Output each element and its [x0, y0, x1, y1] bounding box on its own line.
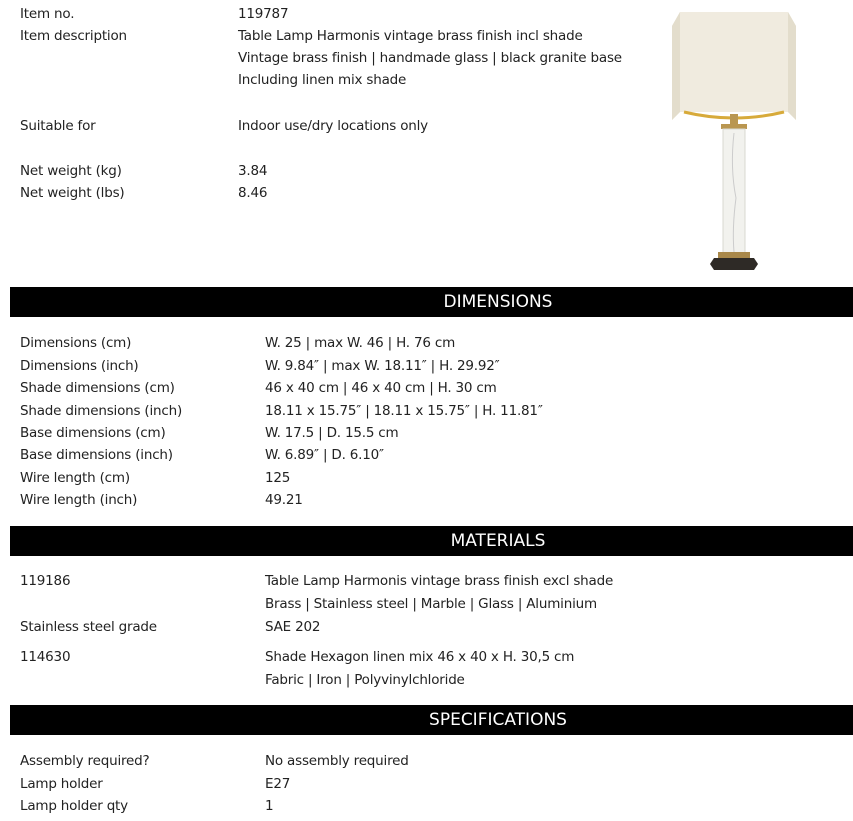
dimension-label: Dimensions (cm)	[20, 335, 132, 351]
dimension-value: W. 17.5 | D. 15.5 cm	[265, 425, 399, 441]
material-value: Shade Hexagon linen mix 46 x 40 x H. 30,5 cm	[265, 649, 575, 665]
material-value: Fabric | Iron | Polyvinylchloride	[265, 672, 465, 688]
value-net-weight-lbs: 8.46	[238, 185, 268, 201]
value-suitable-for: Indoor use/dry locations only	[238, 118, 428, 134]
specification-value: E27	[265, 776, 291, 792]
dimension-value: W. 6.89″ | D. 6.10″	[265, 447, 384, 463]
dimension-label: Base dimensions (cm)	[20, 425, 166, 441]
dimension-label: Wire length (cm)	[20, 470, 130, 486]
value-item-description-3: Including linen mix shade	[238, 72, 407, 88]
dimension-value: 46 x 40 cm | 46 x 40 cm | H. 30 cm	[265, 380, 497, 396]
dimension-value: W. 9.84″ | max W. 18.11″ | H. 29.92″	[265, 358, 500, 374]
specification-value: No assembly required	[265, 753, 409, 769]
dimension-label: Shade dimensions (inch)	[20, 403, 183, 419]
dimension-label: Shade dimensions (cm)	[20, 380, 175, 396]
dimensions-section-header	[10, 287, 853, 317]
materials-title: MATERIALS	[450, 531, 546, 551]
label-item-no: Item no.	[20, 6, 75, 22]
dimension-value: 49.21	[265, 492, 303, 508]
specification-label: Lamp holder qty	[20, 798, 128, 814]
dimension-label: Base dimensions (inch)	[20, 447, 173, 463]
value-item-description: Table Lamp Harmonis vintage brass finish incl shade	[238, 28, 583, 44]
value-net-weight-kg: 3.84	[238, 163, 268, 179]
dimension-value: W. 25 | max W. 46 | H. 76 cm	[265, 335, 456, 351]
material-label: 114630	[20, 649, 71, 665]
product-image-table-lamp	[672, 8, 796, 272]
specification-label: Lamp holder	[20, 776, 103, 792]
specifications-section-header	[10, 705, 853, 735]
specification-label: Assembly required?	[20, 753, 150, 769]
dimension-value: 125	[265, 470, 291, 486]
material-label: Stainless steel grade	[20, 619, 157, 635]
material-value: Brass | Stainless steel | Marble | Glass | Aluminium	[265, 596, 597, 612]
material-value: Table Lamp Harmonis vintage brass finish excl shade	[265, 573, 614, 589]
material-value: SAE 202	[265, 619, 321, 635]
label-suitable-for: Suitable for	[20, 118, 96, 134]
label-net-weight-kg: Net weight (kg)	[20, 163, 122, 179]
dimension-label: Dimensions (inch)	[20, 358, 139, 374]
material-label: 119186	[20, 573, 71, 589]
specification-value: 1	[265, 798, 274, 814]
dimension-label: Wire length (inch)	[20, 492, 138, 508]
value-item-no: 119787	[238, 6, 289, 22]
dimensions-title: DIMENSIONS	[443, 292, 553, 312]
specifications-title: SPECIFICATIONS	[429, 710, 567, 730]
label-item-description: Item description	[20, 28, 127, 44]
materials-section-header	[10, 526, 853, 556]
dimension-value: 18.11 x 15.75″ | 18.11 x 15.75″ | H. 11.81″	[265, 403, 543, 419]
label-net-weight-lbs: Net weight (lbs)	[20, 185, 125, 201]
value-item-description-2: Vintage brass finish | handmade glass | black granite base	[238, 50, 622, 66]
